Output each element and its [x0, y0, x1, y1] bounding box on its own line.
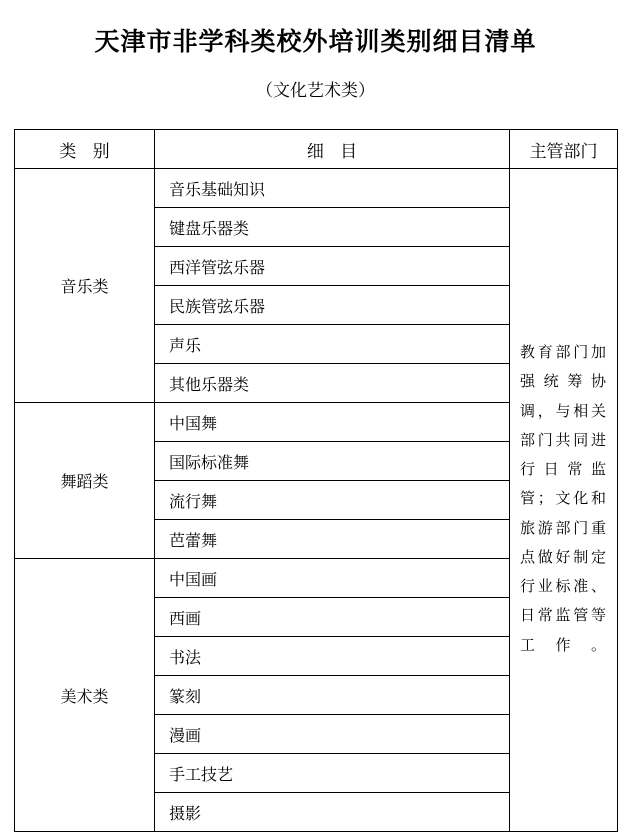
department-cell: [510, 169, 618, 832]
header-department: 主管部门: [510, 130, 618, 169]
list-item: 西画: [155, 598, 510, 637]
list-item: 芭蕾舞: [155, 520, 510, 559]
category-dance: 舞蹈类: [15, 403, 155, 559]
list-item: 民族管弦乐器: [155, 286, 510, 325]
list-item: 音乐基础知识: [155, 169, 510, 208]
list-item: 书法: [155, 637, 510, 676]
training-category-table: [14, 129, 618, 832]
list-item: 键盘乐器类: [155, 208, 510, 247]
header-category: 类 别: [15, 130, 155, 169]
table-header-row: [15, 130, 618, 169]
list-item: 中国舞: [155, 403, 510, 442]
list-item: 流行舞: [155, 481, 510, 520]
category-music: 音乐类: [15, 169, 155, 403]
list-item: 中国画: [155, 559, 510, 598]
list-item: 西洋管弦乐器: [155, 247, 510, 286]
list-item: 手工技艺: [155, 754, 510, 793]
department-text: 教育部门加强统筹协调，与相关部门共同进行日常监管；文化和旅游部门重点做好制定行业标准、日常监管等工作。: [520, 345, 607, 654]
page-subtitle: （文化艺术类）: [256, 81, 375, 100]
list-item: 声乐: [155, 325, 510, 364]
category-fine-arts: 美术类: [15, 559, 155, 832]
list-item: 其他乐器类: [155, 364, 510, 403]
document-page: [0, 22, 631, 839]
list-item: 漫画: [155, 715, 510, 754]
page-title: 天津市非学科类校外培训类别细目清单: [94, 28, 537, 56]
table-row: [15, 169, 618, 208]
table-container: [14, 129, 617, 832]
list-item: 篆刻: [155, 676, 510, 715]
list-item: 摄影: [155, 793, 510, 832]
header-item: 细 目: [155, 130, 510, 169]
list-item: 国际标准舞: [155, 442, 510, 481]
